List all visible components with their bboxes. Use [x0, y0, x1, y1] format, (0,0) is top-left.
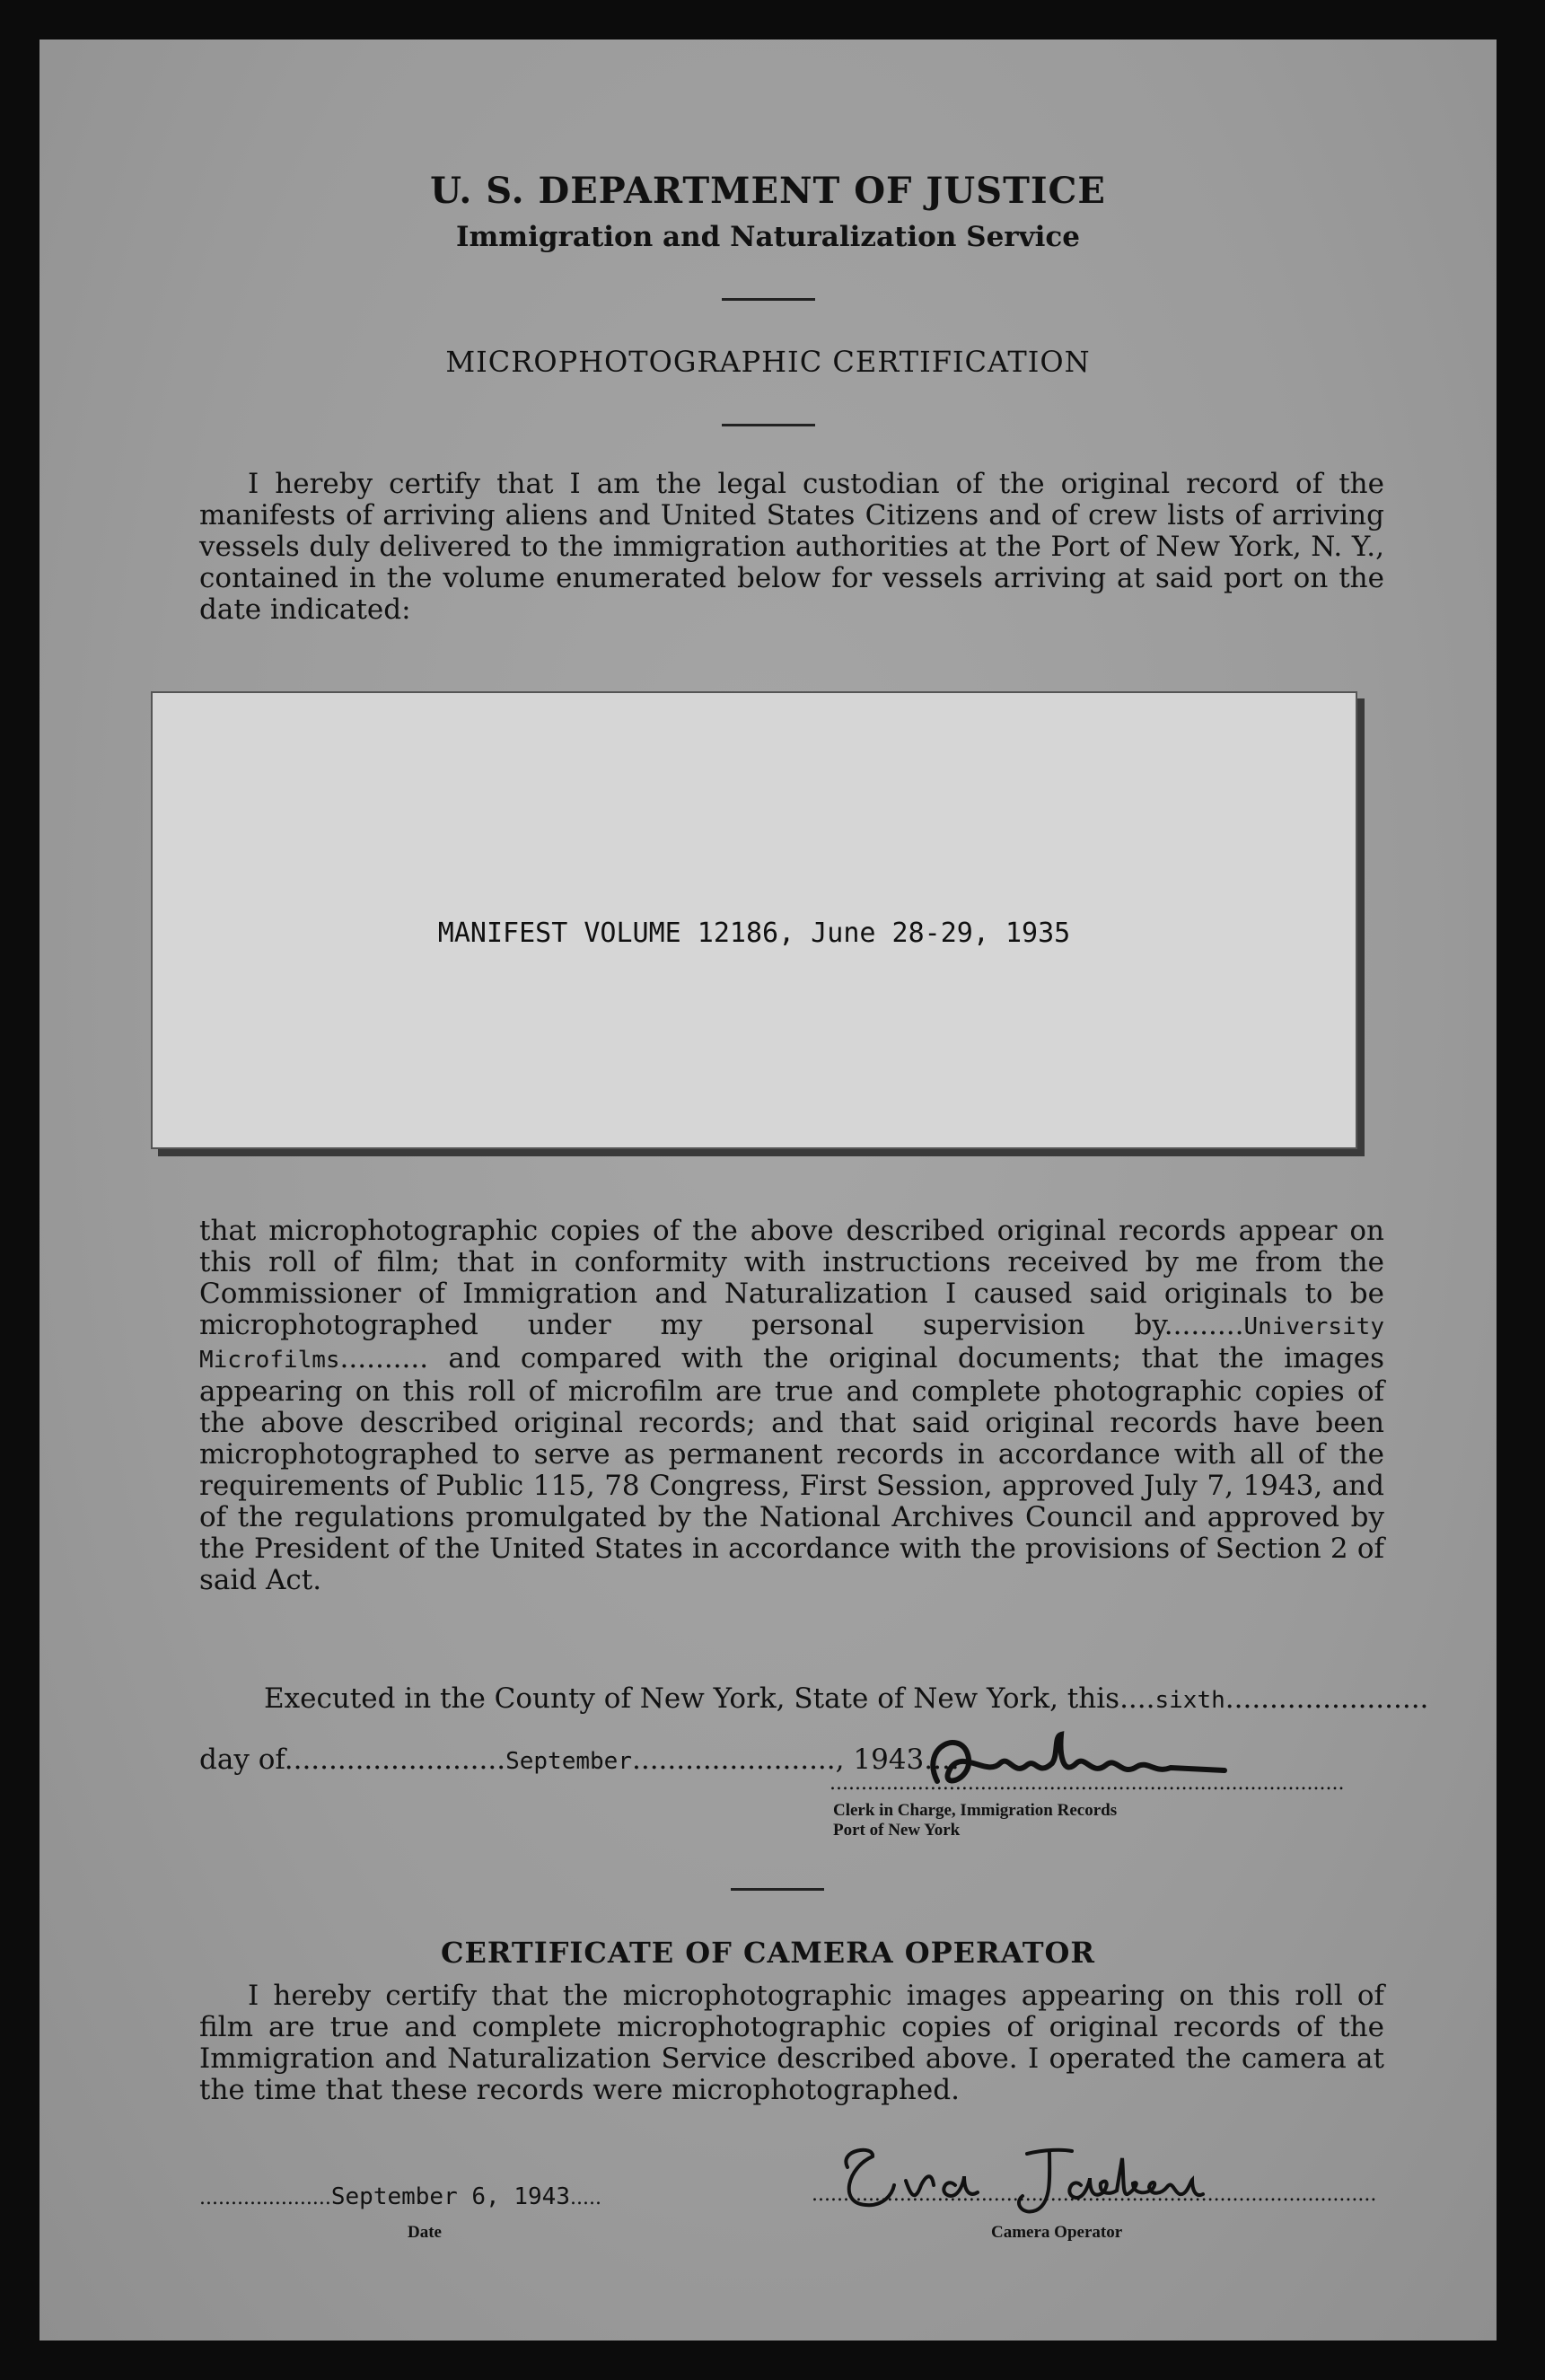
certification-body: that microphotographic copies of the above described original records appear on this roll of film; that in conformity with instructions received by me from the Commissioner of Immigration and Naturalization I caused said originals to be microphotographed under my personal supervision by.........University Microfilms.......... and compared with the original documents; that the images appearing on this roll of microfilm are true and complete photographic copies of the above described original records; and that said original records have been microphotographed to serve as permanent records in accordance with all of the requirements of Public 115, 78 Congress, First Session, approved July 7, 1943, and of the regulations promulgated by the National Archives Council and approved by the President of the United States in accordance with the provisions of Section 2 of said Act.	[199, 1215, 1384, 1596]
executed-line: Executed in the County of New York, State of New York, this....sixth.......................	[264, 1682, 1429, 1715]
divider	[722, 424, 815, 426]
supervisor-name: University Microfilms	[199, 1313, 1384, 1374]
service-subheading: Immigration and Naturalization Service	[455, 221, 1081, 253]
certification-title: MICROPHOTOGRAPHIC CERTIFICATION	[445, 345, 1091, 379]
department-heading: U. S. DEPARTMENT OF JUSTICE	[430, 170, 1106, 212]
camera-date-label: Date	[408, 2223, 442, 2242]
executed-month: September	[505, 1748, 632, 1775]
camera-certificate-paragraph: I hereby certify that the microphotographic images appearing on this roll of film are true and complete microphotographic copies of original records of the Immigration and Naturalization Service described above. I operated the camera at the time that these records were microphotographed.	[199, 1980, 1384, 2106]
divider	[722, 298, 815, 301]
clerk-title-line2: Port of New York	[833, 1821, 961, 1840]
certificate-page	[40, 40, 1497, 2340]
clerk-title-line1: Clerk in Charge, Immigration Records	[833, 1801, 1118, 1820]
executed-day: sixth	[1154, 1687, 1225, 1714]
body-text-part2: and compared with the original documents; that the images appearing on this roll of microfilm are true and complete photographic copies of the above described original records; and that said original records have been microphotographed to serve as permanent records in accordance with all of the requirements of Public 115, 78 Congress, First Session, approved July 7, 1943, and of the regulations promulgated by the National Archives Council and approved by the President of the United States in accordance with the provisions of Section 2 of said Act.	[199, 1342, 1384, 1596]
manifest-volume-text: MANIFEST VOLUME 12186, June 28-29, 1935	[437, 918, 1071, 949]
camera-date-value: September 6, 1943	[330, 2183, 570, 2210]
divider	[731, 1888, 824, 1891]
executed-prefix: Executed in the County of New York, State of New York, this	[264, 1682, 1120, 1715]
camera-operator-label: Camera Operator	[991, 2223, 1123, 2242]
clerk-signature-line: ..................................................................................	[830, 1772, 1345, 1795]
camera-date-line: .....................September 6, 1943.....	[199, 2183, 601, 2210]
manifest-volume-card	[151, 691, 1357, 1149]
day-of-line: day of.........................September......................., 1943....	[199, 1743, 960, 1776]
camera-certificate-heading: CERTIFICATE OF CAMERA OPERATOR	[441, 1936, 1095, 1970]
camera-operator-signature	[821, 2140, 1233, 2221]
body-text-part1: that microphotographic copies of the above described original records appear on this roll of film; that in conformity with instructions received by me from the Commissioner of Immigration and Naturalization I caused said originals to be microphotographed under my personal supervision by	[199, 1215, 1384, 1341]
intro-paragraph: I hereby certify that I am the legal custodian of the original record of the manifests of arriving aliens and United States Citizens and of crew lists of arriving vessels duly delivered to the immigration authorities at the Port of New York, N. Y., contained in the volume enumerated below for vessels arriving at said port on the date indicated:	[199, 468, 1384, 626]
executed-year: , 1943	[835, 1743, 925, 1776]
clerk-signature	[901, 1727, 1242, 1808]
clerk-title	[833, 1801, 1117, 1840]
camera-operator-signature-line: ..........................................................................................	[812, 2183, 1377, 2206]
day-of-label: day of	[199, 1743, 285, 1776]
